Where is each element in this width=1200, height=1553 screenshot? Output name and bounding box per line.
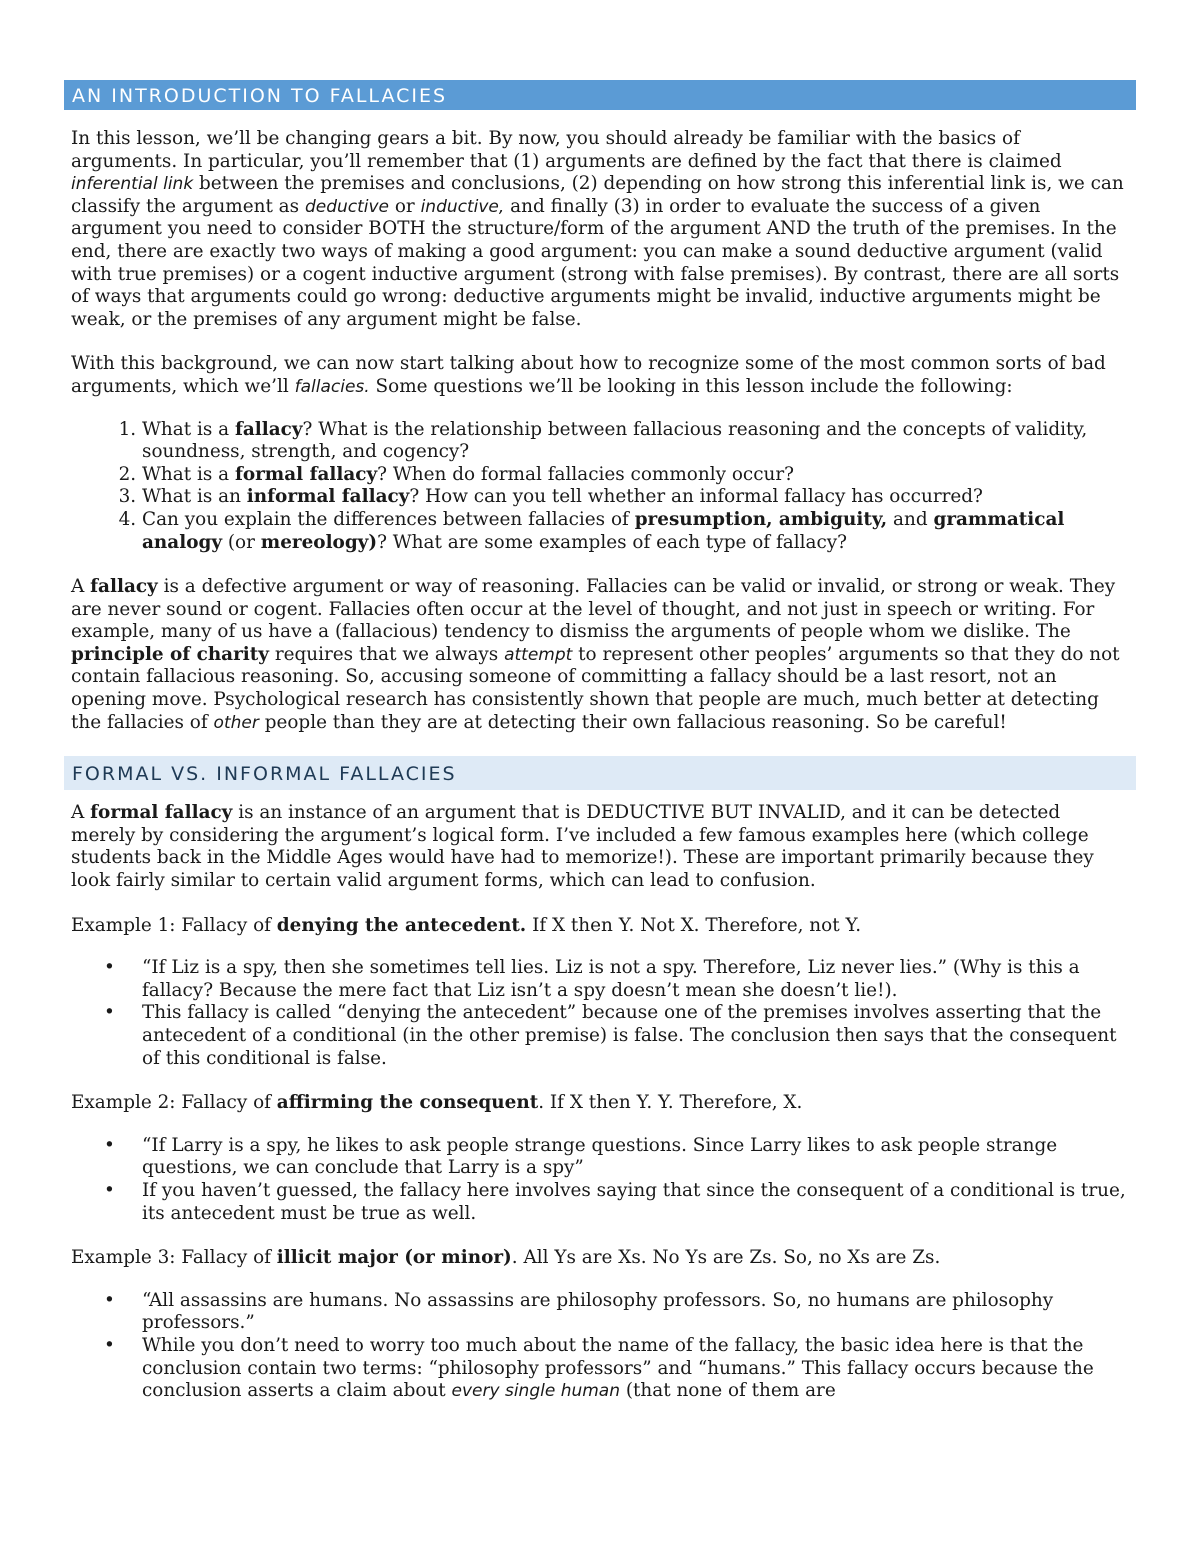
formal-fallacy-paragraph: A formal fallacy is an instance of an argument that is DEDUCTIVE BUT INVALID, and it can be detected merely by considering the argument’s logical form. I’ve included a few famous examples here (which college students back in the Middle Ages would have had to memorize!). These are important primarily because they look fairly similar to certain valid argument forms, which can lead to confusion. <box>71 802 1094 892</box>
list-item: • While you don’t need to worry too much about the name of the fallacy, the basic idea here is that the conclusion contain two terms: “philosophy professors” and “humans.” This fallacy occurs because the conclusion asserts a claim about every single human (that none of them are <box>142 1335 1126 1403</box>
example-2-bullets <box>64 1135 1136 1225</box>
questions-list <box>64 419 1136 555</box>
section-heading-intro: AN INTRODUCTION TO FALLACIES <box>64 80 1136 110</box>
example-1-bullets <box>64 957 1136 1070</box>
list-item: 3. What is an informal fallacy? How can you tell whether an informal fallacy has occurred? <box>142 486 1126 509</box>
list-item: 2. What is a formal fallacy? When do formal fallacies commonly occur? <box>142 464 1126 487</box>
fallacy-definition-paragraph: A fallacy is a defective argument or way of reasoning. Fallacies can be valid or invalid, or strong or weak. They are never sound or cogent. Fallacies often occur at the level of thought, and not just in speech or writing. For example, many of us have a (fallacious) tendency to dismiss the arguments of people whom we dislike. The principle of charity requires that we always attempt to represent other peoples’ arguments so that they do not contain fallacious reasoning. So, accusing someone of committing a fallacy should be a last resort, not an opening move. Psychological research has consistently shown that people are much, much better at detecting the fallacies of other people than they are at detecting their own fallacious reasoning. So be careful! <box>71 576 1120 733</box>
list-item: • If you haven’t guessed, the fallacy here involves saying that since the consequent of a conditional is true, its antecedent must be true as well. <box>142 1180 1126 1225</box>
section-heading-formal: FORMAL VS. INFORMAL FALLACIES <box>64 756 1136 790</box>
background-paragraph: With this background, we can now start talking about how to recognize some of the most common sorts of bad arguments, which we’ll fallacies. Some questions we’ll be looking in this lesson include the following: <box>71 353 1106 397</box>
list-item: • “If Liz is a spy, then she sometimes tell lies. Liz is not a spy. Therefore, Liz never lies.” (Why is this a fallacy? Because the mere fact that Liz isn’t a spy doesn’t mean she doesn’t lie!). <box>142 957 1126 1002</box>
example-2-heading: Example 2: Fallacy of affirming the consequent. If X then Y. Y. Therefore, X. <box>71 1092 803 1114</box>
list-item: • This fallacy is called “denying the antecedent” because one of the premises involves asserting that the antecedent of a conditional (in the other premise) is false. The conclusion then says that the consequent of this conditional is false. <box>142 1002 1126 1070</box>
list-item: 4. Can you explain the differences between fallacies of presumption, ambiguity, and grammatical analogy (or mereology)? What are some examples of each type of fallacy? <box>142 509 1126 554</box>
example-3-heading: Example 3: Fallacy of illicit major (or minor). All Ys are Xs. No Ys are Zs. So, no Xs are Zs. <box>71 1247 941 1269</box>
example-3-bullets <box>64 1290 1136 1403</box>
list-item: • “All assassins are humans. No assassins are philosophy professors. So, no humans are philosophy professors.” <box>142 1290 1126 1335</box>
intro-paragraph: In this lesson, we’ll be changing gears a bit. By now, you should already be familiar with the basics of arguments. In particular, you’ll remember that (1) arguments are defined by the fact that there is claimed inferential link between the premises and conclusions, (2) depending on how strong this inferential link is, we can classify the argument as deductive or inductive, and finally (3) in order to evaluate the success of a given argument you need to consider BOTH the structure/form of the argument AND the truth of the premises. In the end, there are exactly two ways of making a good argument: you can make a sound deductive argument (valid with true premises) or a cogent inductive argument (strong with false premises). By contrast, there are all sorts of ways that arguments could go wrong: deductive arguments might be invalid, inductive arguments might be weak, or the premises of any argument might be false. <box>71 128 1124 330</box>
example-1-heading: Example 1: Fallacy of denying the antecedent. If X then Y. Not X. Therefore, not Y. <box>71 914 862 936</box>
list-item: 1. What is a fallacy? What is the relationship between fallacious reasoning and the concepts of validity, soundness, strength, and cogency? <box>142 419 1126 464</box>
list-item: • “If Larry is a spy, he likes to ask people strange questions. Since Larry likes to ask people strange questions, we can conclude that Larry is a spy” <box>142 1135 1126 1180</box>
